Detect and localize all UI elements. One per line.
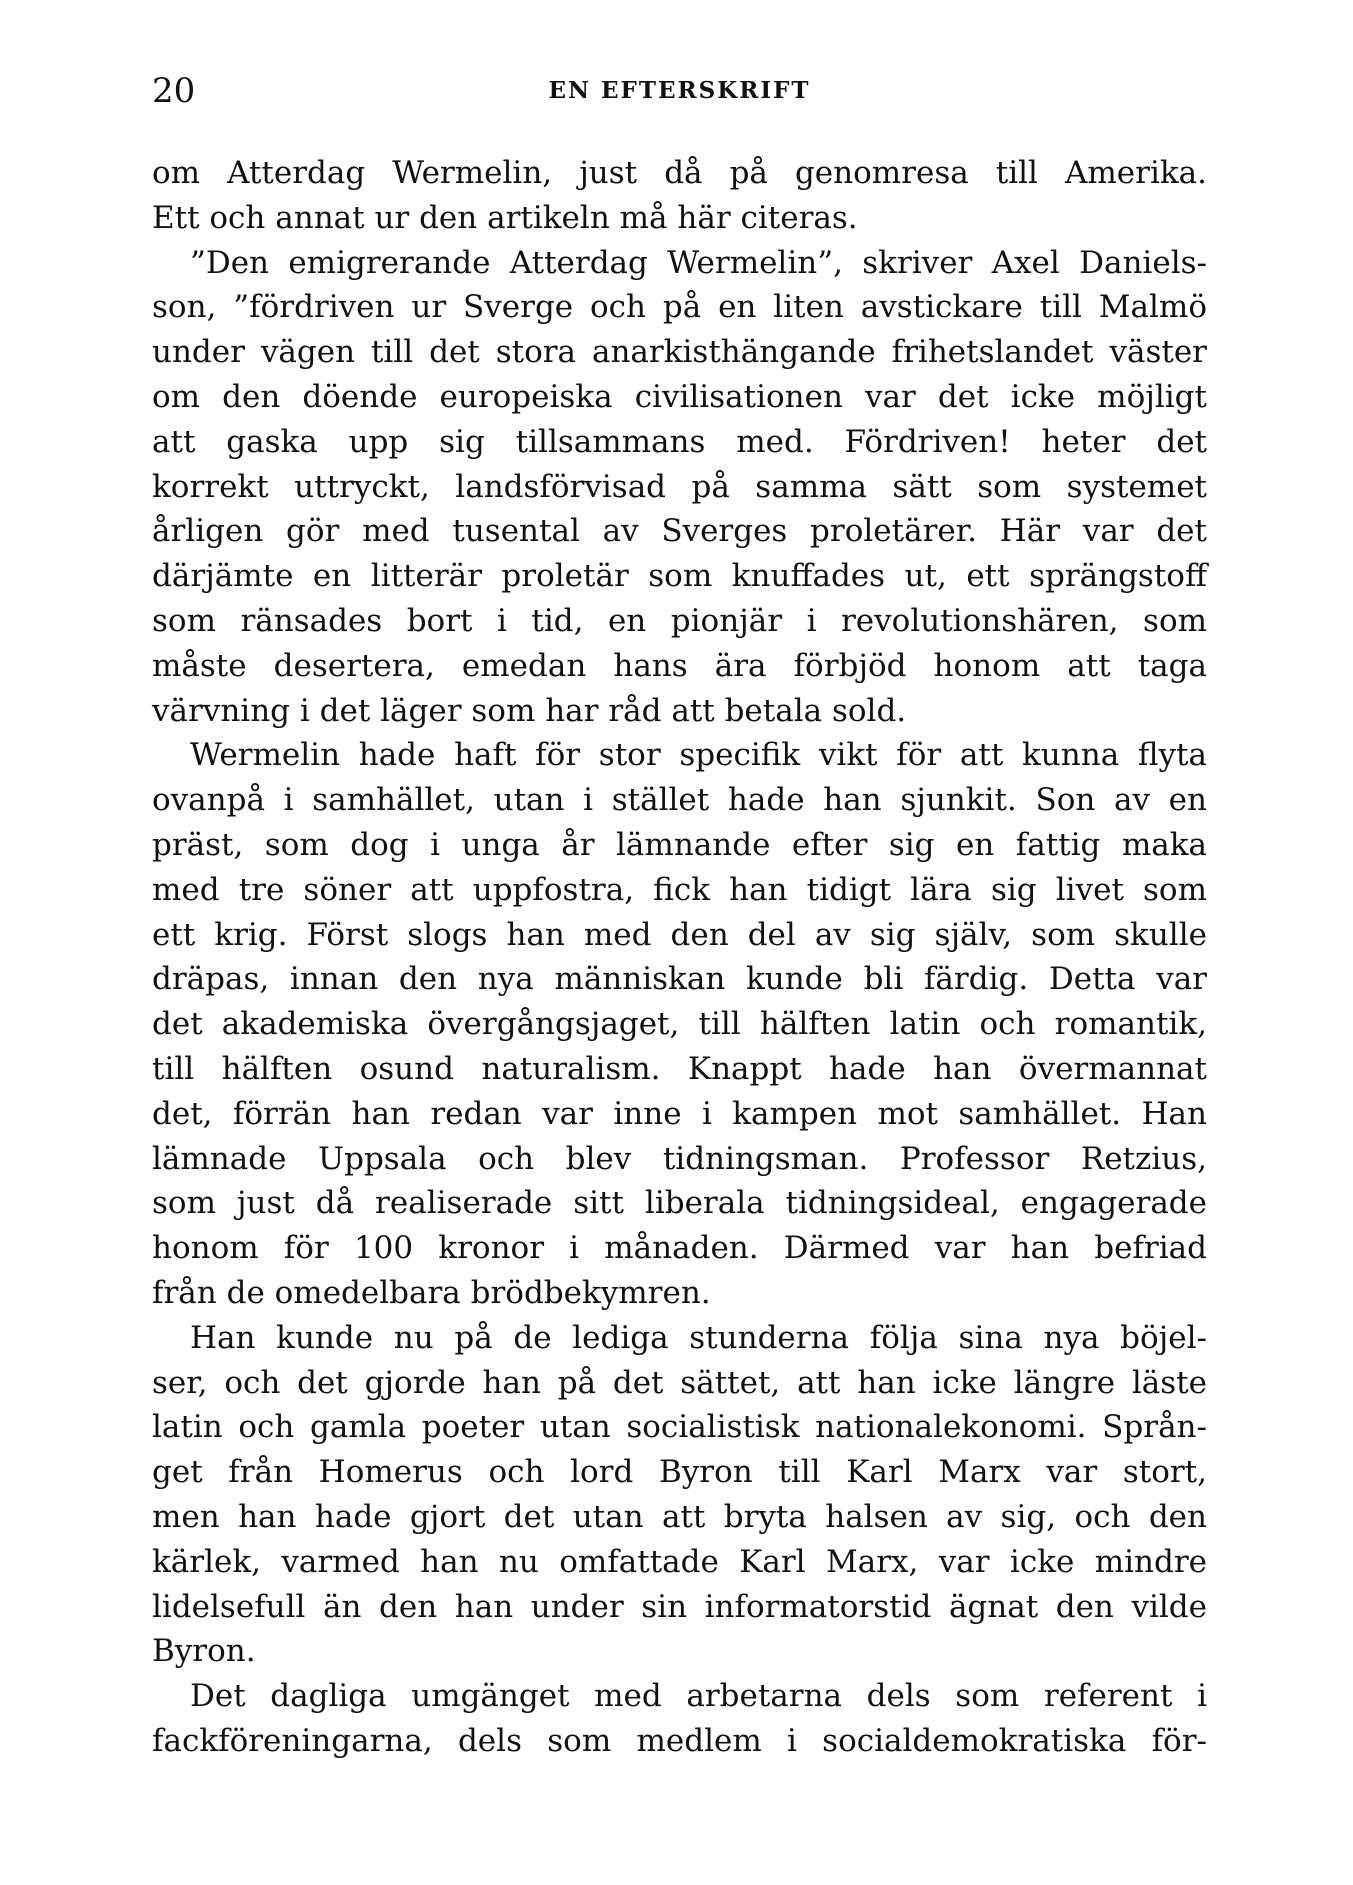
text-line: under vägen till det stora anarkisthängande frihetslandet väster <box>152 334 1207 371</box>
text-line: Wermelin hade haft för stor specifik vikt för att kunna flyta <box>190 737 1207 774</box>
text-line: präst, som dog i unga år lämnande efter sig en fattig maka <box>152 826 1207 863</box>
text-line: Han kunde nu på de lediga stunderna följa sina nya böjel- <box>190 1319 1207 1356</box>
text-line: att gaska upp sig tillsammans med. Fördriven! heter det <box>152 423 1207 460</box>
text-line: med tre söner att uppfostra, fick han tidigt lära sig livet som <box>152 871 1207 908</box>
text-line: kärlek, varmed han nu omfattade Karl Marx, var icke mindre <box>152 1543 1207 1580</box>
text-line: Ett och annat ur den artikeln må här citeras. <box>152 199 858 236</box>
text-line: därjämte en litterär proletär som knuffades ut, ett sprängstoff <box>152 558 1207 595</box>
page-number: 20 <box>152 71 196 111</box>
text-line: ett krig. Först slogs han med den del av sig själv, som skulle <box>152 916 1207 953</box>
text-line: det, förrän han redan var inne i kampen mot samhället. Han <box>152 1095 1207 1132</box>
text-line: men han hade gjort det utan att bryta halsen av sig, och den <box>152 1498 1207 1535</box>
text-line: årligen gör med tusental av Sverges proletärer. Här var det <box>152 513 1207 550</box>
text-line: om Atterdag Wermelin, just då på genomresa till Amerika. <box>152 155 1207 191</box>
text-line: ser, och det gjorde han på det sättet, att han icke längre läste <box>152 1364 1207 1401</box>
text-line: Byron. <box>152 1633 256 1670</box>
text-line: lämnade Uppsala och blev tidningsman. Professor Retzius, <box>152 1140 1207 1177</box>
text-line: lidelsefull än den han under sin informatorstid ägnat den vilde <box>152 1588 1207 1625</box>
body-text <box>152 151 1207 1764</box>
text-line: honom för 100 kronor i månaden. Därmed var han befriad <box>152 1230 1207 1267</box>
text-line: ovanpå i samhället, utan i stället hade han sjunkit. Son av en <box>152 782 1207 819</box>
text-line: Det dagliga umgänget med arbetarna dels som referent i <box>190 1678 1207 1715</box>
text-line: det akademiska övergångsjaget, till hälften latin och romantik, <box>152 1006 1207 1043</box>
running-title: EN EFTERSKRIFT <box>548 77 811 104</box>
text-line: som just då realiserade sitt liberala tidningsideal, engagerade <box>152 1185 1207 1222</box>
text-line: måste desertera, emedan hans ära förbjöd honom att taga <box>152 647 1207 684</box>
text-line: om den döende europeiska civilisationen var det icke möjligt <box>152 378 1207 415</box>
text-line: get från Homerus och lord Byron till Karl Marx var stort, <box>152 1454 1207 1491</box>
running-head <box>152 66 1207 116</box>
text-line: dräpas, innan den nya människan kunde bli färdig. Detta var <box>152 961 1207 998</box>
text-line: ”Den emigrerande Atterdag Wermelin”, skriver Axel Daniels- <box>190 244 1207 281</box>
text-line: latin och gamla poeter utan socialistisk nationalekonomi. Språn- <box>152 1409 1207 1446</box>
text-line: till hälften osund naturalism. Knappt hade han övermannat <box>152 1050 1207 1087</box>
text-line: från de omedelbara brödbekymren. <box>152 1274 711 1311</box>
text-line: fackföreningarna, dels som medlem i socialdemokratiska för- <box>152 1722 1207 1759</box>
text-line: son, ”fördriven ur Sverge och på en liten avstickare till Malmö <box>152 289 1207 326</box>
text-line: som ränsades bort i tid, en pionjär i revolutionshären, som <box>152 602 1207 639</box>
text-line: värvning i det läger som har råd att betala sold. <box>152 692 907 729</box>
text-line: korrekt uttryckt, landsförvisad på samma sätt som systemet <box>152 468 1207 505</box>
